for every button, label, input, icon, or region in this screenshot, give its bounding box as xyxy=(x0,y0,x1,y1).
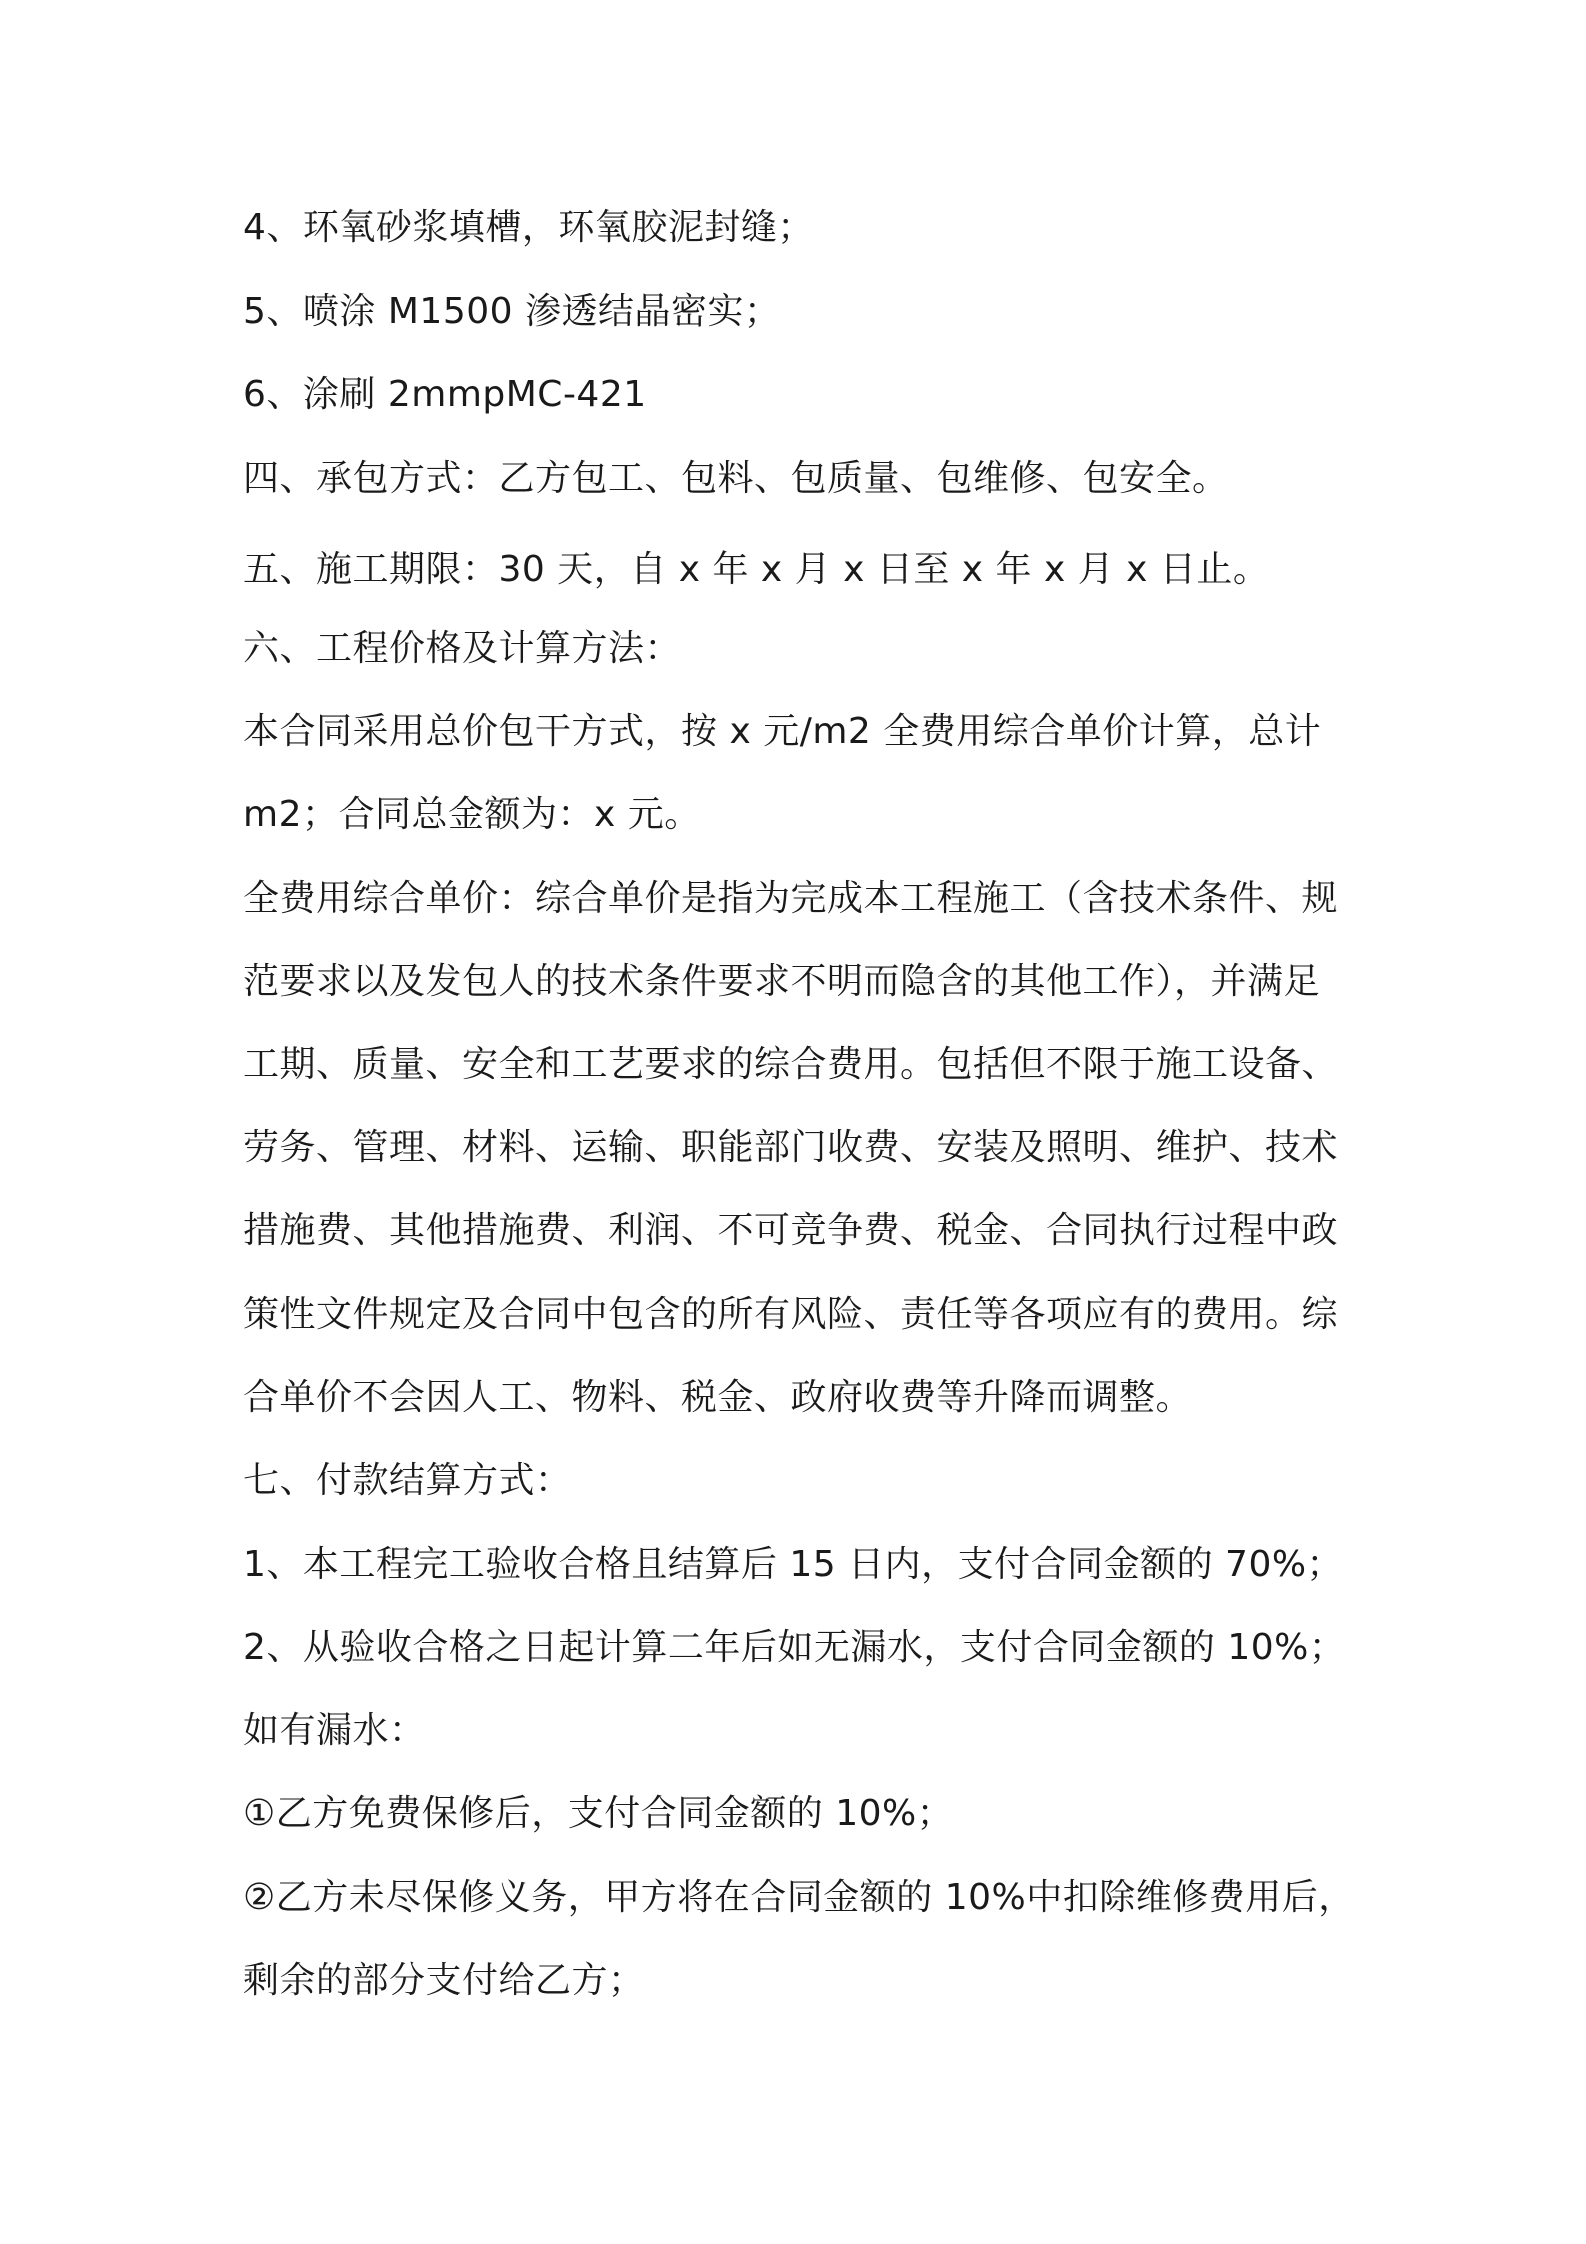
text-line-item-5: 5、喷涂 M1500 渗透结晶密实； xyxy=(243,291,781,332)
payment-subitem-2: ②乙方未尽保修义务，甲方将在合同金额的 10%中扣除维修费用后， xyxy=(243,1877,1355,1918)
section-heading-price-calculation: 六、工程价格及计算方法： xyxy=(243,628,682,669)
section-heading-construction-period: 五、施工期限：30 天，自 x 年 x 月 x 日至 x 年 x 月 x 日止。 xyxy=(243,549,1270,590)
payment-item-1: 1、本工程完工验收合格且结算后 15 日内，支付合同金额的 70%； xyxy=(243,1544,1344,1585)
paragraph-line: 劳务、管理、材料、运输、职能部门收费、安装及照明、维护、技术 xyxy=(243,1127,1339,1168)
paragraph-line: 合单价不会因人工、物料、税金、政府收费等升降而调整。 xyxy=(243,1377,1193,1418)
section-heading-contract-method: 四、承包方式：乙方包工、包料、包质量、包维修、包安全。 xyxy=(243,458,1229,499)
paragraph-line: 如有漏水： xyxy=(243,1710,426,1751)
paragraph-line: 剩余的部分支付给乙方； xyxy=(243,1960,645,2001)
paragraph-line: 策性文件规定及合同中包含的所有风险、责任等各项应有的费用。综 xyxy=(243,1294,1339,1335)
payment-item-2: 2、从验收合格之日起计算二年后如无漏水，支付合同金额的 10%； xyxy=(243,1627,1346,1668)
paragraph-line: 工期、质量、安全和工艺要求的综合费用。包括但不限于施工设备、 xyxy=(243,1044,1339,1085)
text-line-item-6: 6、涂刷 2mmpMC-421 xyxy=(243,374,647,415)
text-line-item-4: 4、环氧砂浆填槽，环氧胶泥封缝； xyxy=(243,207,814,248)
paragraph-line: m2；合同总金额为：x 元。 xyxy=(243,794,701,835)
paragraph-line: 措施费、其他措施费、利润、不可竞争费、税金、合同执行过程中政 xyxy=(243,1210,1339,1251)
paragraph-line: 本合同采用总价包干方式，按 x 元/m2 全费用综合单价计算，总计 xyxy=(243,711,1322,752)
paragraph-line: 范要求以及发包人的技术条件要求不明而隐含的其他工作），并满足 xyxy=(243,961,1321,1002)
section-heading-payment: 七、付款结算方式： xyxy=(243,1460,572,1501)
payment-subitem-1: ①乙方免费保修后，支付合同金额的 10%； xyxy=(243,1793,954,1834)
paragraph-line: 全费用综合单价：综合单价是指为完成本工程施工（含技术条件、规 xyxy=(243,878,1339,919)
